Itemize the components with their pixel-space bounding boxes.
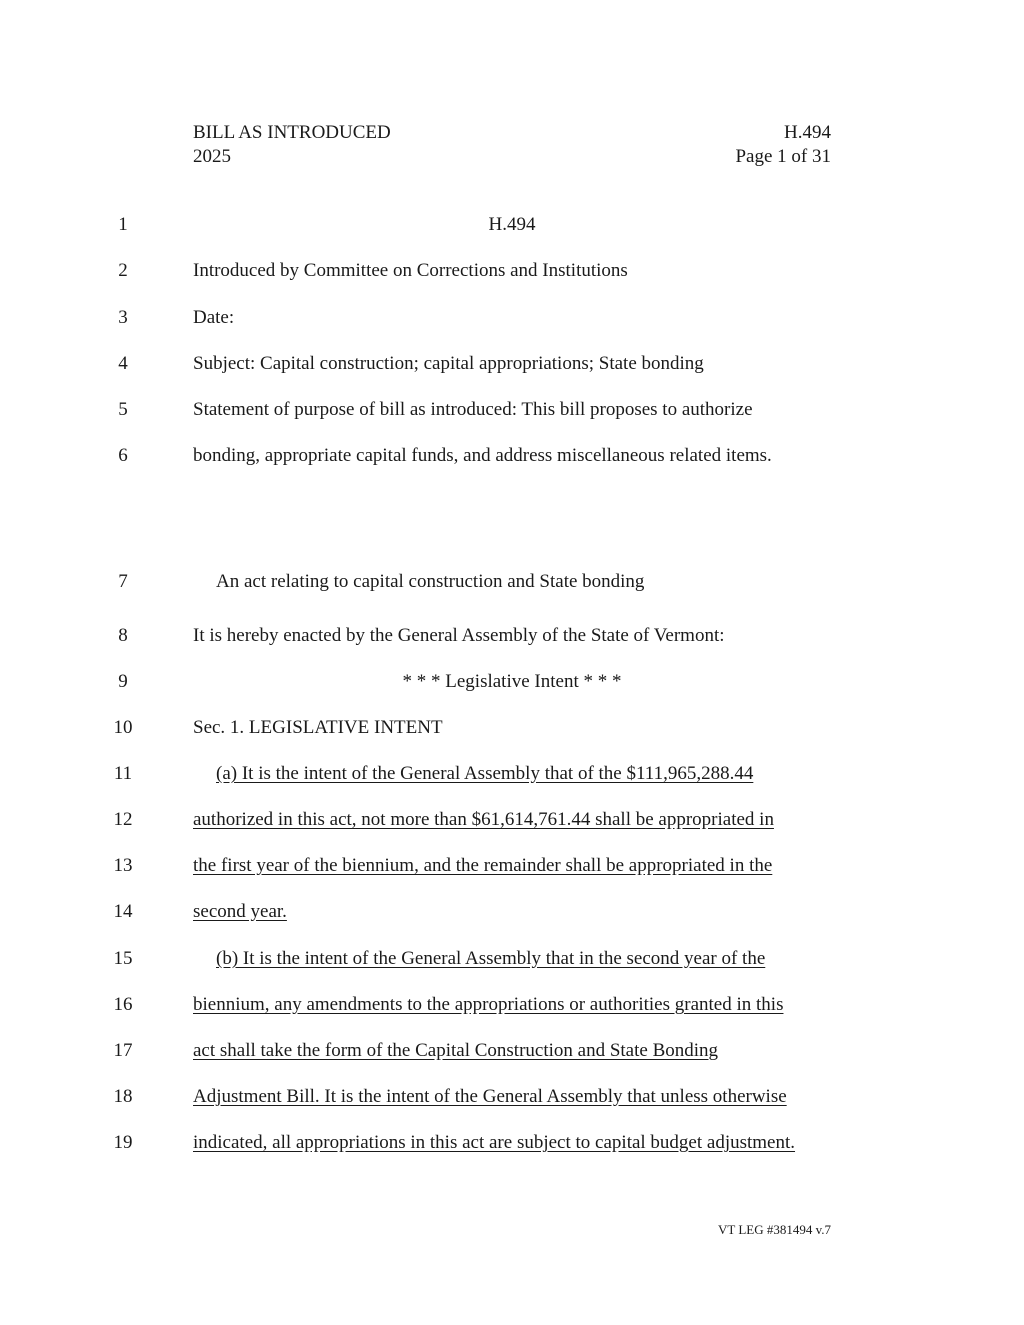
intent-paragraph-a-cont: second year. — [193, 901, 287, 922]
line-19 — [0, 1129, 1024, 1157]
line-number: 13 — [113, 855, 133, 876]
page-indicator: Page 1 of 31 — [735, 146, 831, 167]
line-7 — [0, 568, 1024, 596]
line-8 — [0, 622, 1024, 650]
intent-paragraph-b: (b) It is the intent of the General Assembly that in the second year of the — [216, 948, 766, 969]
line-number: 17 — [113, 1040, 133, 1061]
document-id: VT LEG #381494 v.7 — [717, 1222, 831, 1237]
intent-paragraph-b-cont: indicated, all appropriations in this act are subject to capital budget adjustment. — [193, 1132, 796, 1153]
line-1 — [0, 211, 1024, 239]
line-number: 19 — [113, 1132, 133, 1153]
line-16 — [0, 991, 1024, 1019]
line-number: 18 — [113, 1086, 133, 1107]
section-heading: Sec. 1. LEGISLATIVE INTENT — [193, 717, 443, 738]
line-number: 2 — [118, 260, 128, 281]
date-label: Date: — [193, 307, 235, 328]
intent-paragraph-b-cont: biennium, any amendments to the appropriations or authorities granted in this — [193, 994, 784, 1015]
line-number: 4 — [118, 353, 128, 374]
line-11 — [0, 760, 1024, 788]
line-number: 15 — [113, 948, 133, 969]
line-number: 16 — [113, 994, 133, 1015]
intent-paragraph-a-cont: authorized in this act, not more than $61,614,761.44 shall be appropriated in — [193, 809, 774, 830]
intent-paragraph-a-cont: the first year of the biennium, and the remainder shall be appropriated in the — [193, 855, 773, 876]
introduced-by: Introduced by Committee on Corrections and Institutions — [193, 260, 628, 281]
statement-of-purpose-cont: bonding, appropriate capital funds, and address miscellaneous related items. — [193, 445, 772, 466]
line-6 — [0, 442, 1024, 470]
section-divider: * * * Legislative Intent * * * — [402, 671, 622, 692]
line-15 — [0, 945, 1024, 973]
statement-of-purpose: Statement of purpose of bill as introduced: This bill proposes to authorize — [193, 399, 753, 420]
bill-title: H.494 — [488, 214, 536, 235]
line-17 — [0, 1037, 1024, 1065]
subject-line: Subject: Capital construction; capital appropriations; State bonding — [193, 353, 704, 374]
line-2 — [0, 257, 1024, 285]
line-number: 3 — [118, 307, 128, 328]
line-number: 9 — [118, 671, 128, 692]
intent-paragraph-b-cont: act shall take the form of the Capital Construction and State Bonding — [193, 1040, 719, 1061]
intent-paragraph-b-cont: Adjustment Bill. It is the intent of the General Assembly that unless otherwise — [193, 1086, 787, 1107]
line-3 — [0, 304, 1024, 332]
line-13 — [0, 852, 1024, 880]
line-number: 11 — [113, 763, 133, 784]
line-number: 6 — [118, 445, 128, 466]
line-4 — [0, 350, 1024, 378]
line-14 — [0, 898, 1024, 926]
line-9 — [0, 668, 1024, 696]
line-5 — [0, 396, 1024, 424]
line-18 — [0, 1083, 1024, 1111]
line-number: 14 — [113, 901, 133, 922]
bill-number: H.494 — [784, 122, 831, 143]
intent-paragraph-a: (a) It is the intent of the General Assembly that of the $111,965,288.44 — [216, 763, 754, 784]
bill-status: BILL AS INTRODUCED — [193, 122, 391, 143]
line-number: 8 — [118, 625, 128, 646]
line-number: 1 — [118, 214, 128, 235]
line-10 — [0, 714, 1024, 742]
bill-year: 2025 — [193, 146, 231, 167]
line-number: 5 — [118, 399, 128, 420]
line-number: 12 — [113, 809, 133, 830]
line-number: 10 — [113, 717, 133, 738]
enacting-clause: It is hereby enacted by the General Assembly of the State of Vermont: — [193, 625, 725, 646]
line-12 — [0, 806, 1024, 834]
line-number: 7 — [118, 571, 128, 592]
act-title: An act relating to capital construction and State bonding — [216, 571, 645, 592]
